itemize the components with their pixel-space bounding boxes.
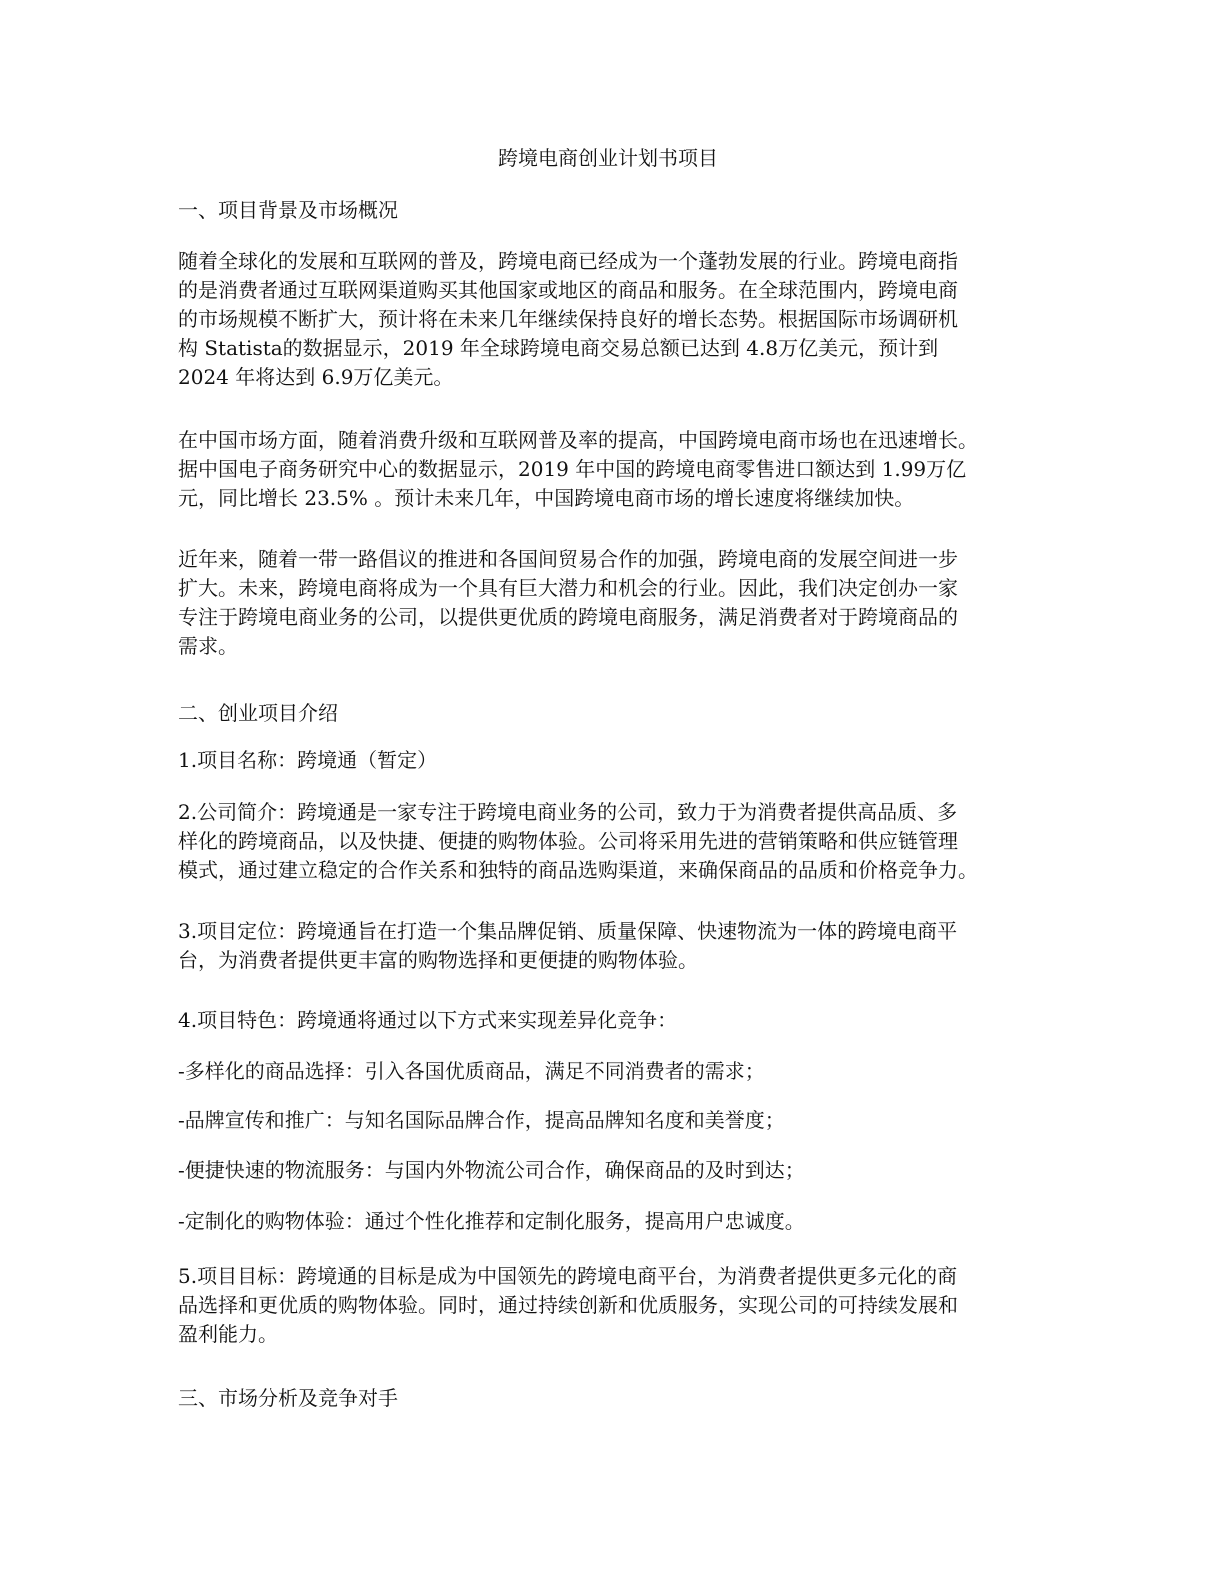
section-heading-2: 二、创业项目介绍	[178, 701, 338, 725]
item-positioning: 3.项目定位：跨境通旨在打造一个集品牌促销、质量保障、快速物流为一体的跨境电商平 台，为消费者提供更丰富的购物选择和更便捷的购物体验。	[178, 919, 958, 972]
item-goals: 5.项目目标：跨境通的目标是成为中国领先的跨境电商平台，为消费者提供更多元化的商 品选择和更优质的购物体验。同时，通过持续创新和优质服务，实现公司的可持续发展和 盈利能力。	[178, 1264, 958, 1346]
feature-item: -便捷快速的物流服务：与国内外物流公司合作，确保商品的及时到达；	[178, 1158, 805, 1182]
item-company-intro: 2.公司简介：跨境通是一家专注于跨境电商业务的公司，致力于为消费者提供高品质、多 样化的跨境商品，以及快捷、便捷的购物体验。公司将采用先进的营销策略和供应链管理 模式，通过建立稳定的合作关系和独特的商品选购渠道，来确保商品的品质和价格竞争力。	[178, 800, 978, 882]
section-heading-3: 三、市场分析及竞争对手	[178, 1386, 398, 1410]
feature-item: -多样化的商品选择：引入各国优质商品，满足不同消费者的需求；	[178, 1059, 765, 1083]
item-project-name: 1.项目名称：跨境通（暂定）	[178, 748, 438, 772]
paragraph-market-overview: 随着全球化的发展和互联网的普及，跨境电商已经成为一个蓬勃发展的行业。跨境电商指 的是消费者通过互联网渠道购买其他国家或地区的商品和服务。在全球范围内，跨境电商 的市场规模不断扩大，预计将在未来几年继续保持良好的增长态势。根据国际市场调研机 构 Statista的数据显示，2019 年全球跨境电商交易总额已达到 4.8万亿美元，预计到 2024 年将达到 6.9万亿美元。	[178, 249, 958, 389]
feature-item: -定制化的购物体验：通过个性化推荐和定制化服务，提高用户忠诚度。	[178, 1209, 805, 1233]
section-heading-1: 一、项目背景及市场概况	[178, 198, 398, 222]
item-features: 4.项目特色：跨境通将通过以下方式来实现差异化竞争：	[178, 1008, 678, 1032]
paragraph-china-market: 在中国市场方面，随着消费升级和互联网普及率的提高，中国跨境电商市场也在迅速增长。 据中国电子商务研究中心的数据显示，2019 年中国的跨境电商零售进口额达到 1.99万亿 元，同比增长 23.5% 。预计未来几年，中国跨境电商市场的增长速度将继续加快。	[178, 428, 978, 510]
document-title: 跨境电商创业计划书项目	[498, 146, 718, 170]
feature-item: -品牌宣传和推广：与知名国际品牌合作，提高品牌知名度和美誉度；	[178, 1108, 785, 1132]
paragraph-belt-road: 近年来，随着一带一路倡议的推进和各国间贸易合作的加强，跨境电商的发展空间进一步 扩大。未来，跨境电商将成为一个具有巨大潜力和机会的行业。因此，我们决定创办一家 专注于跨境电商业务的公司，以提供更优质的跨境电商服务，满足消费者对于跨境商品的 需求。	[178, 547, 958, 658]
